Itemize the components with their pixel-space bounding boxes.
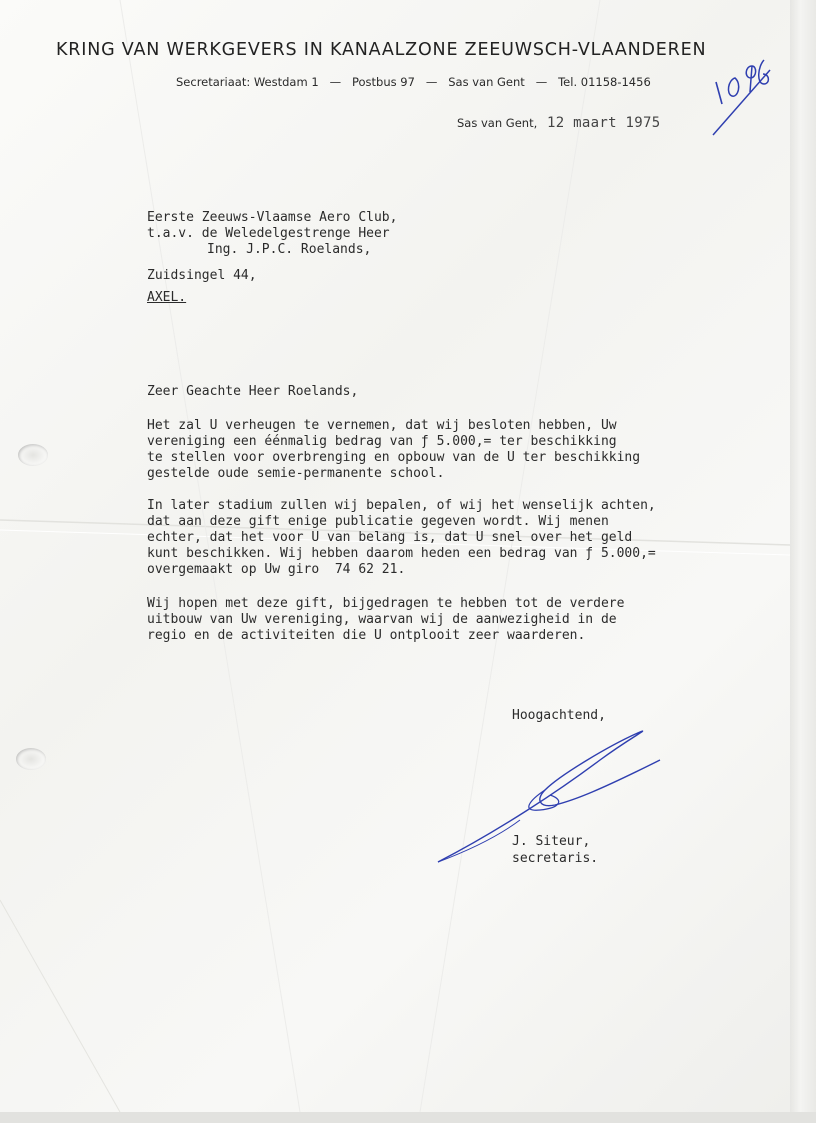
paragraph-1-line: vereniging een éénmalig bedrag van ƒ 5.000,= ter beschikking: [147, 434, 617, 449]
signatory-name: J. Siteur,: [512, 834, 591, 849]
paragraph-1-line: gestelde oude semie-permanente school.: [147, 466, 445, 481]
salutation: Zeer Geachte Heer Roelands,: [147, 384, 359, 399]
paragraph-3-line: uitbouw van Uw vereniging, waarvan wij de aanwezigheid in de: [147, 612, 617, 627]
letterhead-phone: Tel. 01158-1456: [558, 75, 651, 89]
letterhead-separator: —: [535, 75, 548, 89]
recipient-city: AXEL.: [147, 290, 187, 305]
letterhead-address: Secretariaat: Westdam 1: [176, 75, 319, 89]
paragraph-2-line: dat aan deze gift enige publicatie gegeven wordt. Wij menen: [147, 514, 609, 529]
paragraph-2-line: echter, dat het voor U van belang is, dat U snel over het geld: [147, 530, 633, 545]
paragraph-1-line: te stellen voor overbrenging en opbouw van de U ter beschikking: [147, 450, 641, 465]
recipient-street: Zuidsingel 44,: [147, 268, 257, 283]
paragraph-2-line: overgemaakt op Uw giro 74 62 21.: [147, 562, 406, 577]
paragraph-1-line: Het zal U verheugen te vernemen, dat wij besloten hebben, Uw: [147, 418, 617, 433]
letterhead-city: Sas van Gent: [448, 75, 525, 89]
paragraph-2-line: In later stadium zullen wij bepalen, of wij het wenselijk achten,: [147, 498, 656, 513]
signatory-role: secretaris.: [512, 851, 599, 866]
letter-place: Sas van Gent,: [457, 116, 538, 130]
letterhead-separator: —: [425, 75, 438, 89]
recipient-line-1: Eerste Zeeuws-Vlaamse Aero Club,: [147, 210, 398, 225]
paragraph-3-line: Wij hopen met deze gift, bijgedragen te hebben tot de verdere: [147, 596, 625, 611]
letterhead-separator: —: [329, 75, 342, 89]
recipient-line-3: Ing. J.P.C. Roelands,: [207, 242, 372, 257]
paragraph-2-line: kunt beschikken. Wij hebben daarom heden een bedrag van ƒ 5.000,=: [147, 546, 656, 561]
recipient-line-2: t.a.v. de Weledelgestrenge Heer: [147, 226, 390, 241]
letter-date: 12 maart 1975: [547, 115, 661, 131]
paragraph-3-line: regio en de activiteiten die U ontplooit zeer waarderen.: [147, 628, 586, 643]
letterhead-postbus: Postbus 97: [351, 75, 415, 89]
closing: Hoogachtend,: [512, 708, 606, 723]
letterhead-title: KRING VAN WERKGEVERS IN KANAALZONE ZEEUWSCH-VLAANDEREN: [56, 40, 707, 60]
